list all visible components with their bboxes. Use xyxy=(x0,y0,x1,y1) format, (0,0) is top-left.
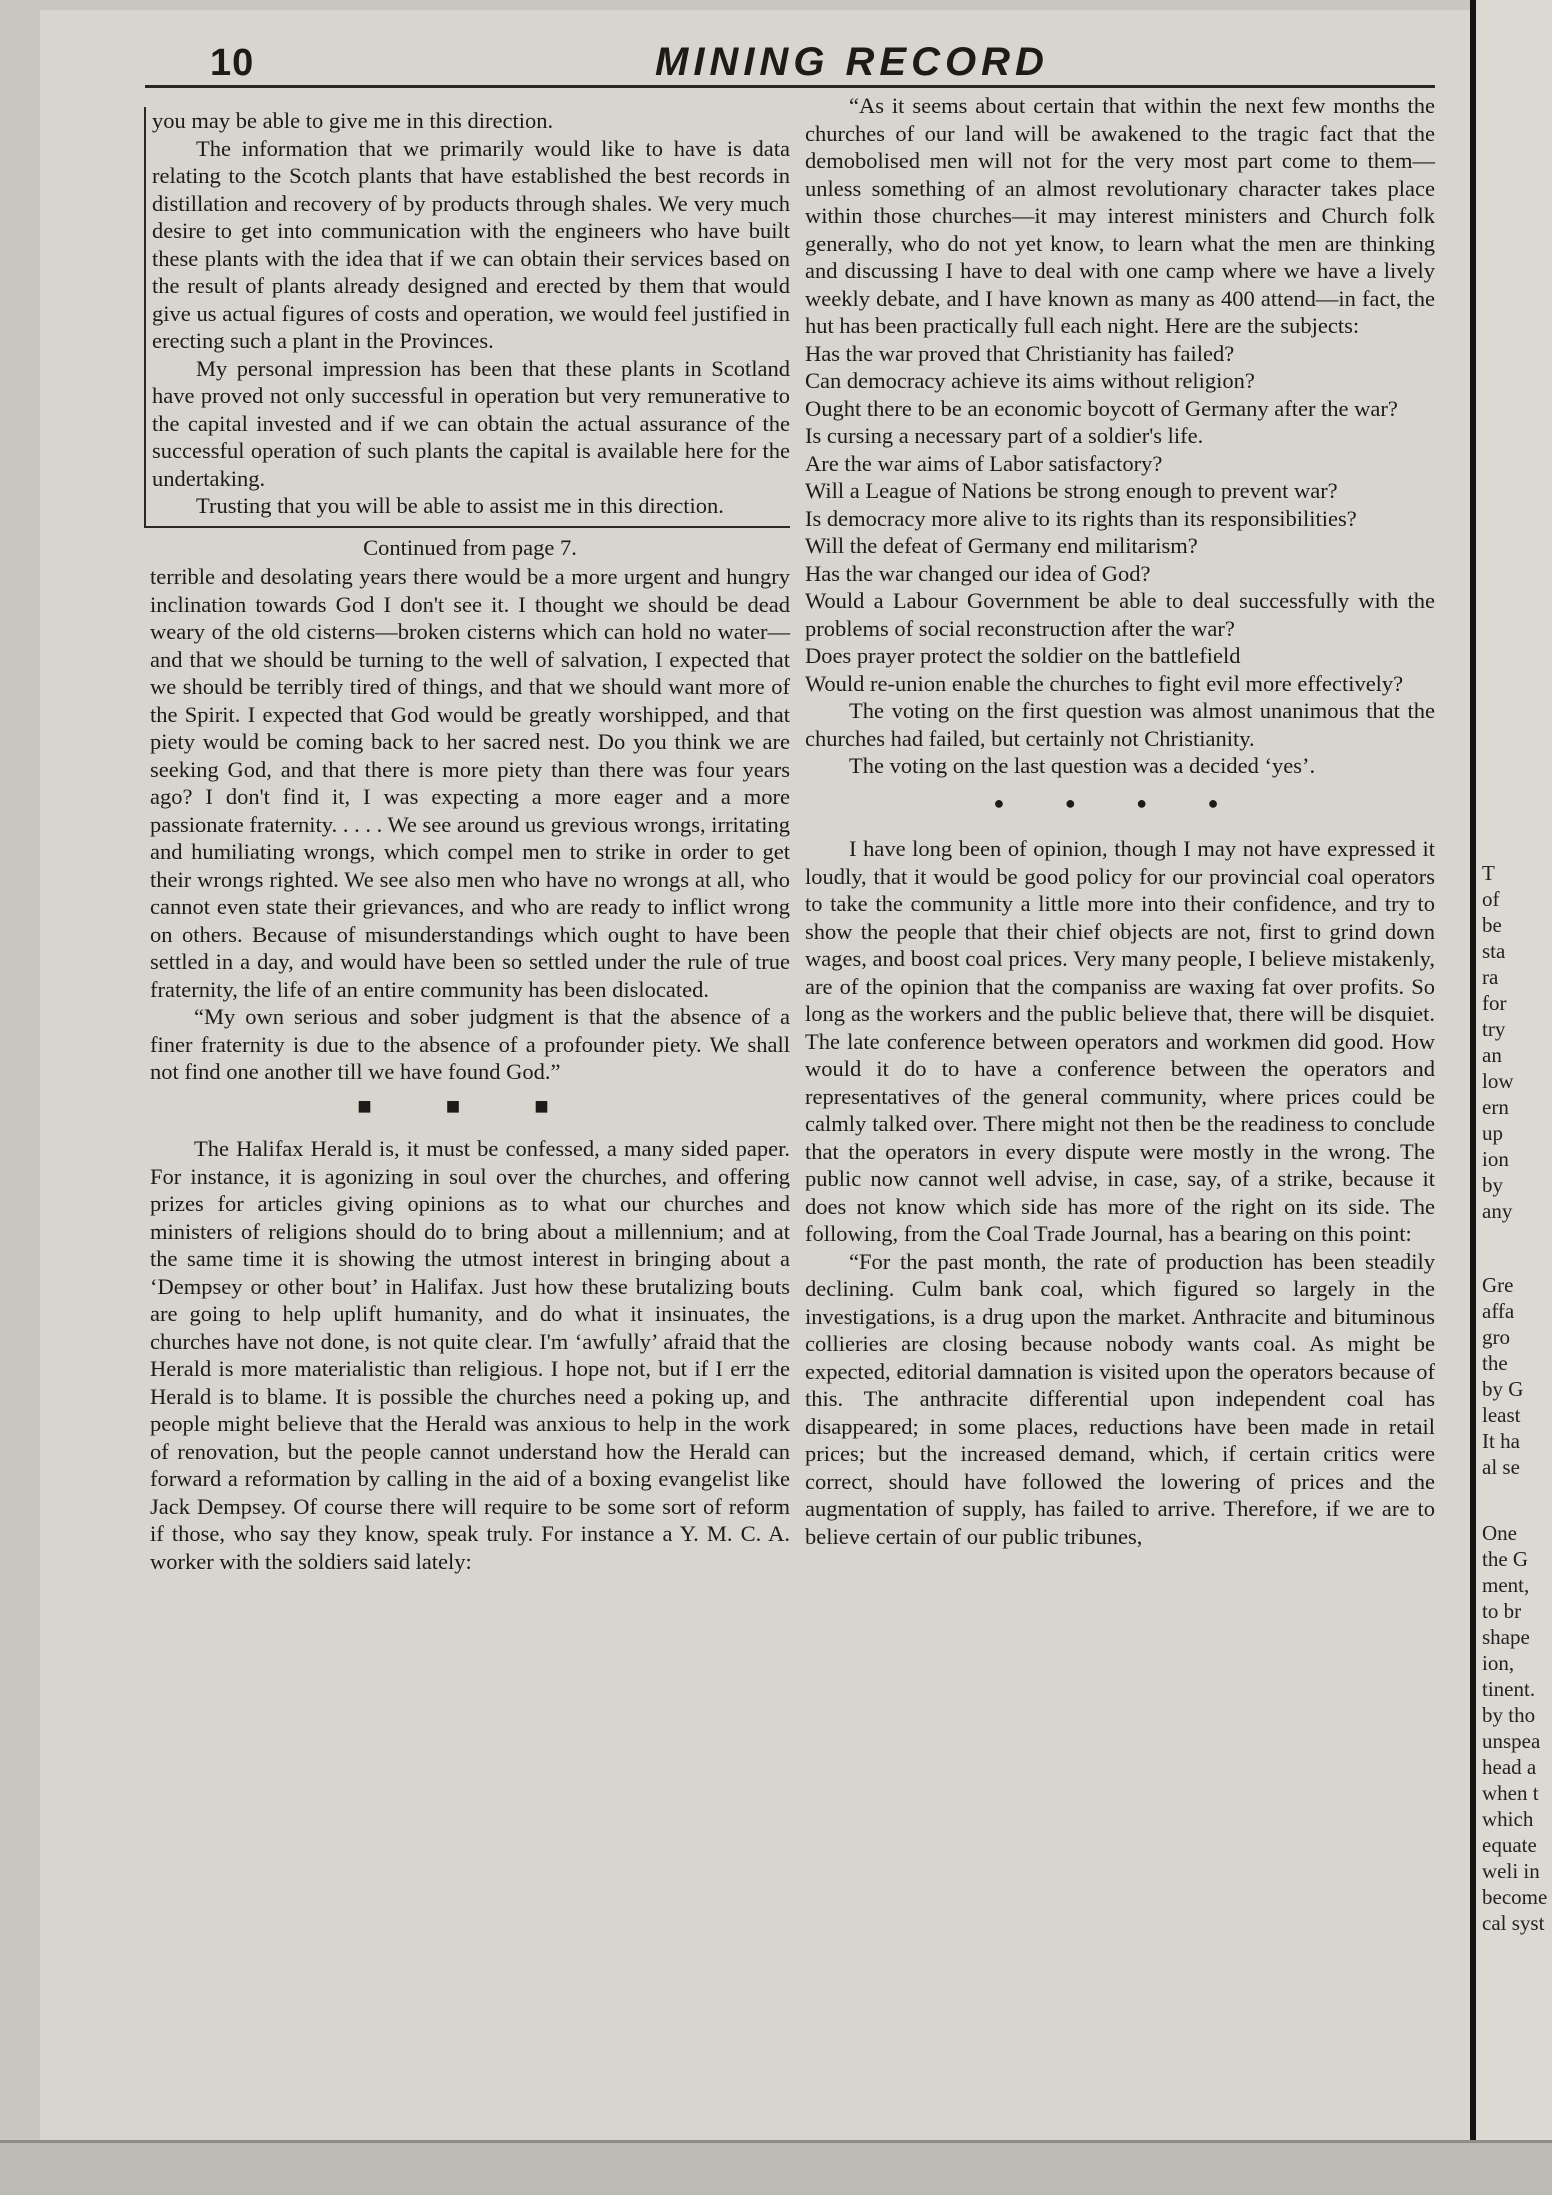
adjacent-page-fragment: which xyxy=(1482,1807,1534,1831)
continued-label: Continued from page 7. xyxy=(363,534,577,560)
scan-bottom-edge xyxy=(0,2140,1552,2195)
adjacent-page-fragment: least xyxy=(1482,1403,1521,1427)
page-number: 10 xyxy=(210,42,255,84)
adjacent-page-fragment: the G xyxy=(1482,1547,1529,1571)
adjacent-page-fragment: sta xyxy=(1482,939,1506,963)
right-column xyxy=(805,92,1435,1550)
adjacent-page-edge xyxy=(1470,0,1552,2192)
halifax-paragraph: The Halifax Herald is, it must be confessed, a many sided paper. For instance, it is agonizing in soul over the churches, and offering prizes for articles giving opinions as to what our churches and ministers of religions should do to bring about a millennium; and at the same time it is showing the utmost interest in bringing about a ‘Dempsey or other bout’ in Halifax. Just how these brutalizing bouts are going to help uplift humanity, and do what it insinuates, the churches have not done, is not quite clear. I'm ‘awfully’ afraid that the Herald is more materialistic than religious. I hope not, but if I err the Herald is to blame. It is possible the churches need a poking up, and people might believe that the Herald was anxious to help in the work of renovation, but the people cannot understand how the Herald can forward a reformation by calling in the aid of a boxing evangelist like Jack Dempsey. Of course there will require to be some sort of reform if those, who say they know, speak truly. For instance a Y. M. C. A. worker with the soldiers said lately: xyxy=(150,1136,790,1574)
debate-question: Ought there to be an economic boycott of Germany after the war? xyxy=(805,395,1398,421)
debate-question: Has the war changed our idea of God? xyxy=(805,560,1151,586)
adjacent-page-fragment: by tho xyxy=(1482,1703,1536,1727)
adjacent-page-fragment: cal syst xyxy=(1482,1911,1545,1935)
voting-result-first: The voting on the first question was almost unanimous that the churches had failed, but certainly not Christianity. xyxy=(805,698,1435,751)
adjacent-page-fragment: weli in xyxy=(1482,1859,1540,1883)
adjacent-page-fragment: up xyxy=(1482,1121,1503,1145)
debate-question: Has the war proved that Christianity has failed? xyxy=(805,340,1235,366)
letter-box xyxy=(144,107,790,528)
letter-paragraph: Trusting that you will be able to assist me in this direction. xyxy=(196,493,724,518)
debate-question: Does prayer protect the soldier on the battlefield xyxy=(805,643,1241,668)
adjacent-page-fragment: It ha xyxy=(1482,1429,1520,1453)
debate-question: Are the war aims of Labor satisfactory? xyxy=(805,450,1163,476)
adjacent-page-fragment: to br xyxy=(1482,1599,1522,1623)
debate-question: Would re-union enable the churches to fight evil more effectively? xyxy=(805,670,1404,696)
adjacent-page-fragment: the xyxy=(1482,1351,1508,1375)
adjacent-page-fragment: Gre xyxy=(1482,1273,1514,1297)
debate-question: Will the defeat of Germany end militarism? xyxy=(805,533,1198,558)
debate-question: Will a League of Nations be strong enough to prevent war? xyxy=(805,478,1338,503)
adjacent-page-fragment: by xyxy=(1482,1173,1503,1197)
voting-result-last: The voting on the last question was a decided ‘yes’. xyxy=(849,753,1316,778)
adjacent-page-fragment: head a xyxy=(1482,1755,1537,1779)
adjacent-page-fragment: al se xyxy=(1482,1455,1520,1479)
debate-question: Is democracy more alive to its rights than its responsibilities? xyxy=(805,505,1357,531)
adjacent-page-fragment: be xyxy=(1482,913,1502,937)
adjacent-page-fragment: ra xyxy=(1482,965,1499,989)
debate-question: Is cursing a necessary part of a soldier's life. xyxy=(805,423,1204,448)
adjacent-page-fragment: try xyxy=(1482,1017,1506,1041)
adjacent-page-fragment: affa xyxy=(1482,1299,1515,1323)
section-separator: ■ ■ ■ xyxy=(357,1093,583,1120)
letter-paragraph: My personal impression has been that these plants in Scotland have proved not only successful in operation but very remunerative to the capital invested and if we can obtain the actual assurance of the successful operation of such plants the capital is available here for the undertaking. xyxy=(152,355,790,491)
left-column xyxy=(150,107,790,1575)
adjacent-page-fragment: ern xyxy=(1482,1095,1509,1119)
adjacent-page-fragment: by G xyxy=(1482,1377,1524,1401)
adjacent-page-fragment: ion, xyxy=(1482,1651,1515,1675)
adjacent-page-fragment: ion xyxy=(1482,1147,1509,1171)
continued-paragraph: “My own serious and sober judgment is that the absence of a finer fraternity is due to the absence of a profounder piety. We shall not find one another till we have found God.” xyxy=(150,1004,790,1084)
adjacent-page-fragment: shape xyxy=(1482,1625,1530,1649)
adjacent-page-fragment: for xyxy=(1482,991,1507,1015)
adjacent-page-fragment: T xyxy=(1482,861,1495,885)
intro-paragraph: “As it seems about certain that within the next few months the churches of our land will be awakened to the tragic fact that the demobolised men will not for the very most part come to them—unless something of an almost revolutionary character takes place within those churches—it may interest ministers and Church folk generally, who do not yet know, to learn what the men are thinking and discussing I have to deal with one camp where we have a lively weekly debate, and I have known as many as 400 attend—in fact, the hut has been practically full each night. Here are the subjects: xyxy=(805,93,1435,338)
publication-title: MINING RECORD xyxy=(655,40,1049,84)
adjacent-page-fragment: an xyxy=(1482,1043,1502,1067)
letter-paragraph: The information that we primarily would like to have is data relating to the Scotch plants that have established the best records in distillation and recovery of by products through shales. We very much desire to get into communication with the engineers who have built these plants with the idea that if we can obtain their services based on the result of plants already designed and erected by them that would give us actual figures of costs and operation, we would feel justified in erecting such a plant in the Provinces. xyxy=(152,135,790,353)
adjacent-page-fragment: gro xyxy=(1482,1325,1510,1349)
section-separator: ● ● ● ● xyxy=(993,792,1247,813)
continued-paragraph: terrible and desolating years there would be a more urgent and hungry inclination towards God I don't see it. I thought we should be dead weary of the old cisterns—broken cisterns which can hold no water—and that we should be turning to the well of salvation, I expected that we should be terribly tired of things, and that we should want more of the Spirit. I expected that God would be greatly worshipped, and that piety would be coming back to her sacred nest. Do you think we are seeking God, and that there is more piety than there was four years ago? I don't find it, I was expecting a more eager and a more passionate fraternity. . . . . We see around us grevious wrongs, irritating and humiliating wrongs, which compel men to strike in order to get their wrongs righted. We see also men who have no wrongs at all, who cannot even state their grievances, and who are ready to inflict wrong on others. Because of misunderstandings which ought to have been settled in a day, and would have been so settled under the rule of true fraternity, the life of an entire community has been dislocated. xyxy=(150,564,790,1002)
adjacent-page-fragment: unspea xyxy=(1482,1729,1541,1753)
header-rule xyxy=(145,85,1435,88)
debate-question: Would a Labour Government be able to deal successfully with the problems of social reconstruction after the war? xyxy=(805,588,1435,641)
coal-paragraph: I have long been of opinion, though I may not have expressed it loudly, that it would be good policy for our provincial coal operators to take the community a little more into their confidence, and try to show the people that their chief objects are not, first to grind down wages, and boost coal prices. Very many people, I believe mistakenly, are of the opinion that the companiss are waxing fat over profits. So long as the workers and the public believe that, there will be disquiet. The late conference between operators and workmen did good. How would it do to have a conference between the operators and representatives of the general community, where prices could be calmly talked over. There might not then be the readiness to conclude that the operators in every dispute were mostly in the wrong. The public now cannot well advise, in case, say, of a strike, because it does not know which side has more of the right on its side. The following, from the Coal Trade Journal, has a bearing on this point: xyxy=(805,836,1435,1246)
adjacent-page-fragment: tinent. xyxy=(1482,1677,1536,1701)
quote-paragraph: “For the past month, the rate of production has been steadily declining. Culm bank coal, which figured so largely in the investigations, is a drug upon the market. Anthracite and bituminous collieries are closing because nobody wants coal. As might be expected, editorial damnation is visited upon the operators because of this. The anthracite differential upon independent coal has disappeared; in some places, reductions have been made in retail prices; but the increased demand, which, if certain critics were correct, should have followed the lowering of prices and the augmentation of supply, has failed to arrive. Therefore, if we are to believe certain of our public tribunes, xyxy=(805,1248,1435,1549)
adjacent-page-fragment: One xyxy=(1482,1521,1517,1545)
debate-question: Can democracy achieve its aims without religion? xyxy=(805,368,1255,393)
adjacent-page-fragment: when t xyxy=(1482,1781,1539,1805)
adjacent-page-fragment: of xyxy=(1482,887,1500,911)
adjacent-page-fragment: equate xyxy=(1482,1833,1537,1857)
adjacent-page-fragment: become xyxy=(1482,1885,1548,1909)
adjacent-page-fragment: any xyxy=(1482,1199,1513,1223)
adjacent-page-fragment: low xyxy=(1482,1069,1514,1093)
adjacent-page-fragment: ment, xyxy=(1482,1573,1530,1597)
letter-paragraph: you may be able to give me in this direction. xyxy=(152,108,554,133)
